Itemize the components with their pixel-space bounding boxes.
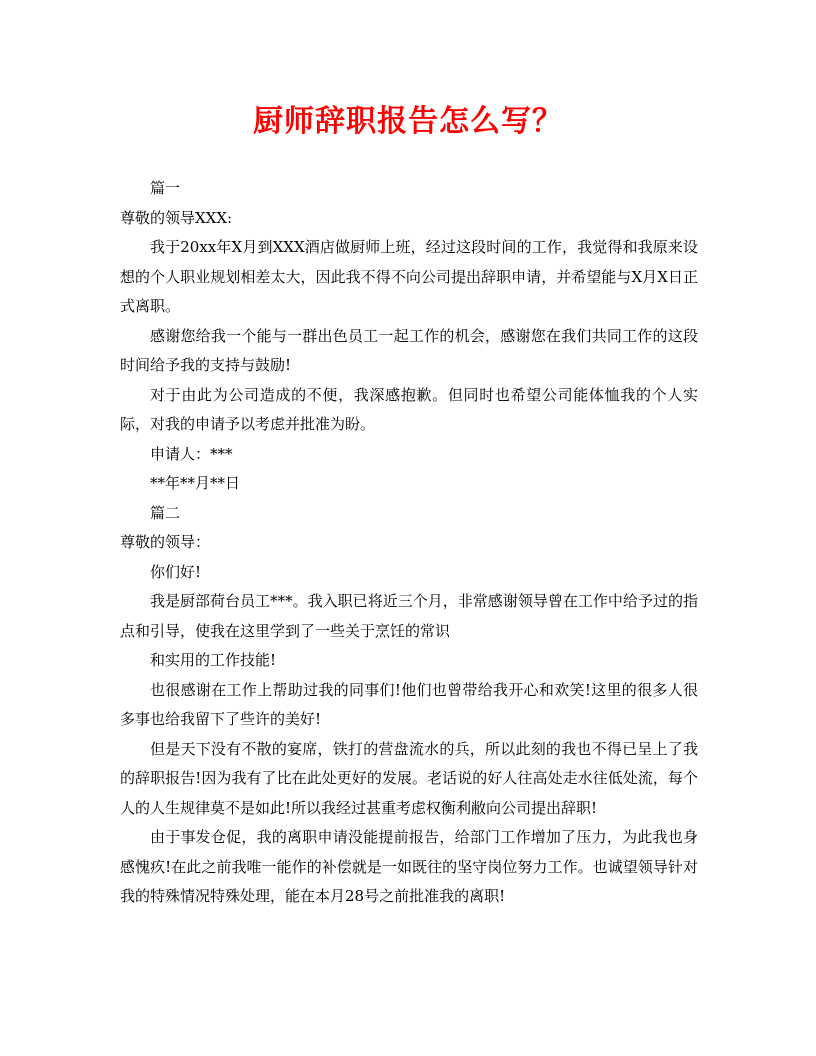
paragraph: 申请人：***: [150, 444, 233, 463]
paragraph: 我是厨部荷台员工***。我入职已将近三个月，非常感谢领导曾在工作中给予过的指点和引导，使我在这里学到了一些关于烹饪的常识: [120, 592, 698, 640]
paragraph: 和实用的工作技能!: [150, 651, 277, 669]
paragraph: 我于20xx年X月到XXX酒店做厨师上班，经过这段时间的工作，我觉得和我原来设想的个人职业规划相差太大，因此我不得不向公司提出辞职申请，并希望能与X月X日正式离职。: [120, 238, 698, 315]
paragraph: 篇二: [150, 503, 181, 522]
paragraph: 尊敬的领导XXX:: [120, 208, 233, 227]
paragraph: 尊敬的领导：: [120, 533, 211, 551]
paragraph: 感谢您给我一个能与一群出色员工一起工作的机会，感谢您在我们共同工作的这段时间给予我的支持与鼓励!: [120, 326, 698, 374]
paragraph: 你们好!: [150, 562, 202, 581]
document-title: 厨师辞职报告怎么写？: [253, 104, 563, 139]
paragraph: 由于事发仓促，我的离职申请没能提前报告，给部门工作增加了压力，为此我也身感愧疚!在此之前我唯一能作的补偿就是一如既往的坚守岗位努力工作。也诚望领导针对我的特殊情况特殊处理，能在本月28号之前批准我的离职!: [120, 828, 698, 905]
paragraph: 也很感谢在工作上帮助过我的同事们!他们也曾带给我开心和欢笑!这里的很多人很多事也给我留下了些许的美好!: [120, 680, 698, 728]
paragraph: 篇一: [150, 179, 181, 197]
paragraph: 但是天下没有不散的宴席，铁打的营盘流水的兵，所以此刻的我也不得已呈上了我的辞职报告!因为我有了比在此处更好的发展。老话说的好人往高处走水往低处流，每个人的人生规律莫不是如此!所以我经过甚重考虑权衡利敝向公司提出辞职!: [120, 739, 698, 817]
document-body: [120, 174, 698, 912]
paragraph: 对于由此为公司造成的不便，我深感抱歉。但同时也希望公司能体恤我的个人实际，对我的申请予以考虑并批准为盼。: [120, 385, 698, 433]
paragraph: **年**月**日: [150, 474, 241, 492]
